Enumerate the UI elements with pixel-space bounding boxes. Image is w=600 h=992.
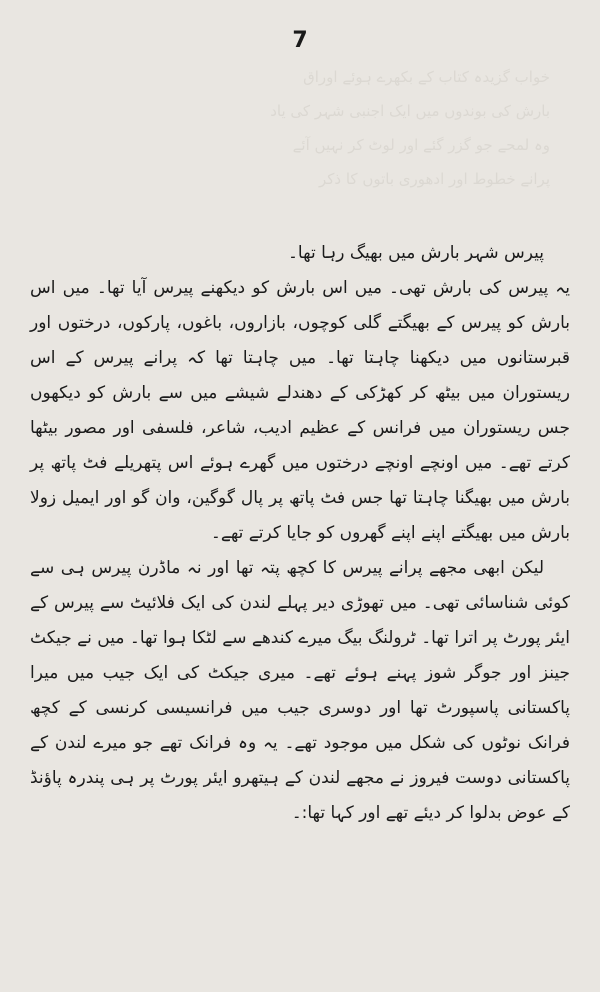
bleed-through-line: پرانے خطوط اور ادھوری باتوں کا ذکر bbox=[318, 170, 550, 188]
bleed-through-line: خواب گزیدہ کتاب کے بکھرے ہوئے اوراق bbox=[303, 68, 550, 86]
page-number: 7 bbox=[292, 28, 308, 53]
paragraph-arrival: لیکن ابھی مجھے پرانے پیرس کا کچھ پتہ تھا اور نہ ماڈرن پیرس ہی سے کوئی شناسائی تھی۔ میں تھوڑی دیر پہلے لندن کی ایک فلائیٹ سے پیرس کے ایئر پورٹ پر اترا تھا۔ ٹرولنگ بیگ میرے کندھے سے لٹکا ہوا تھا۔ میں نے جیکٹ جینز اور جوگر شوز پہنے ہوئے تھے۔ میری جیکٹ کی ایک جیب میں میرا پاکستانی پاسپورٹ تھا اور دوسری جیب میں فرانسیسی کرنسی کے کچھ فرانک نوٹوں کی شکل میں موجود تھے۔ یہ وہ فرانک تھے جو میرے لندن کے پاکستانی دوست فیروز نے مجھے لندن کے ہیتھرو ایئر پورٹ پر ہی پندرہ پاؤنڈ کے عوض بدلوا کر دیئے تھے اور کہا تھا:۔ bbox=[30, 558, 570, 823]
bleed-through-line: وہ لمحے جو گزر گئے اور لوٹ کر نہیں آئے bbox=[292, 136, 550, 154]
paragraph-rain-description: یہ پیرس کی بارش تھی۔ میں اس بارش کو دیکھنے پیرس آیا تھا۔ میں اس بارش کو پیرس کے بھیگتے گلی کوچوں، بازاروں، باغوں، پارکوں، درختوں اور قبرستانوں میں دیکھنا چاہتا تھا۔ میں چاہتا تھا کہ پرانے پیرس کے اس ریستوران میں بیٹھ کر کھڑکی کے دھندلے شیشے میں سے بارش کو دیکھوں جس ریستوران میں فرانس کے عظیم ادیب، شاعر، فلسفی اور مصور بیٹھا کرتے تھے۔ میں اونچے اونچے درختوں میں گھرے ہوئے اس پتھریلے فٹ پاتھ پر بارش میں بھیگنا چاہتا تھا جس فٹ پاتھ پر پال گوگین، وان گو اور ایمیل زولا بارش میں بھیگتے اپنے اپنے گھروں کو جایا کرتے تھے۔ bbox=[30, 278, 570, 543]
body-text bbox=[30, 236, 570, 831]
paragraph-opening: پیرس شہر بارش میں بھیگ رہا تھا۔ bbox=[287, 243, 544, 263]
bleed-through-text bbox=[70, 60, 550, 196]
bleed-through-line: بارش کی بوندوں میں ایک اجنبی شہر کی یاد bbox=[270, 102, 550, 120]
